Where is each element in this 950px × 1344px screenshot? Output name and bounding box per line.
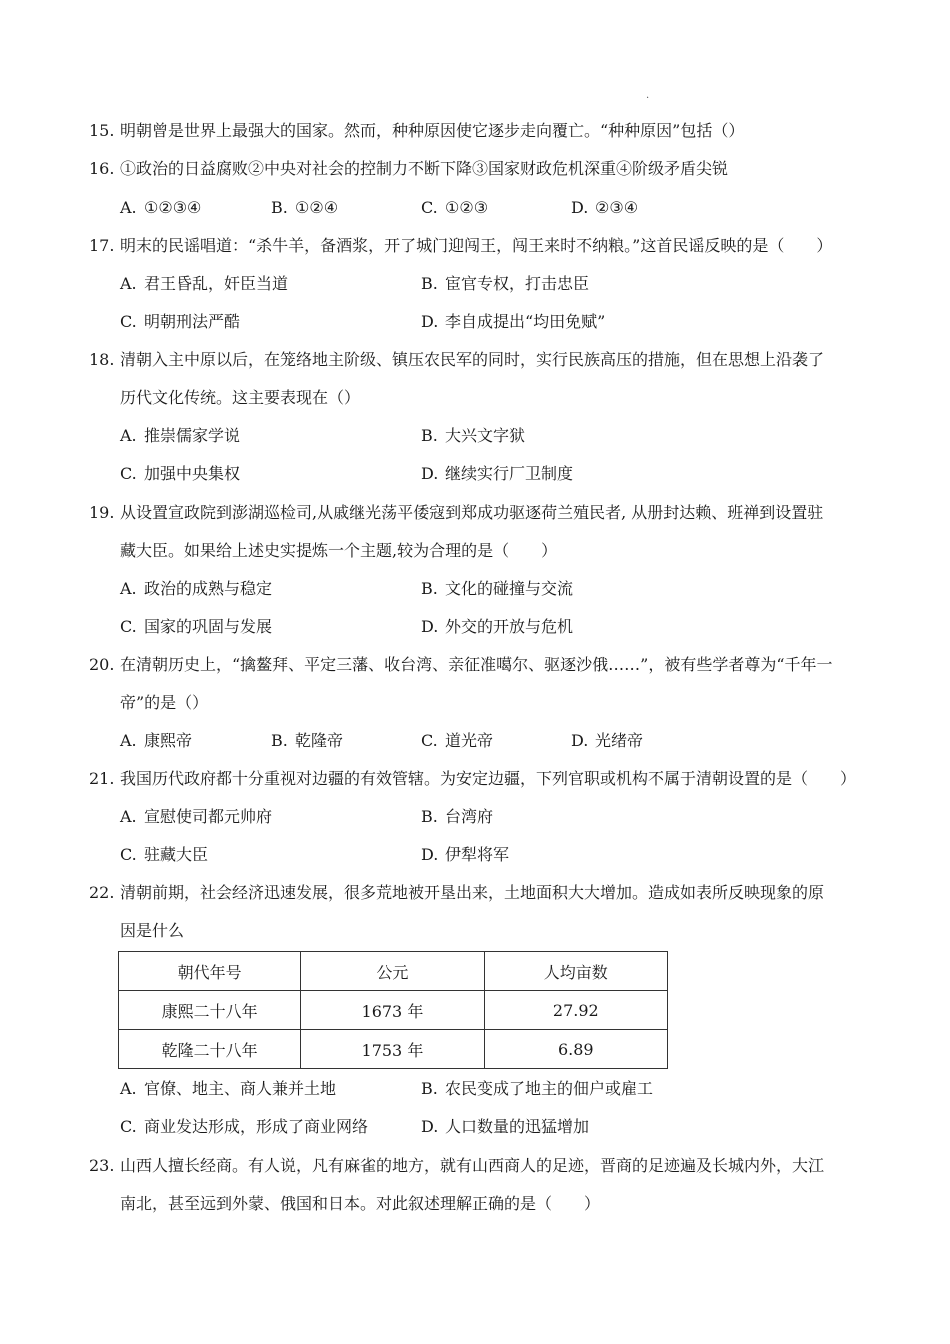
question-text: 藏大臣。如果给上述史实提炼一个主题,较为合理的是（ ） [120, 541, 558, 560]
question-text: 清朝入主中原以后，在笼络地主阶级、镇压农民军的同时，实行民族高压的措施，但在思想上沿袭了 [120, 350, 825, 369]
table-cell: 1673 年 [301, 991, 484, 1030]
table-cell: 康熙二十八年 [119, 991, 301, 1030]
question-number: 19. [89, 503, 115, 522]
option-c[interactable]: C. 国家的巩固与发展 [120, 617, 273, 636]
question-number: 20. [89, 655, 115, 674]
option-c[interactable]: C. 道光帝 [421, 731, 494, 750]
option-b[interactable]: B. 宦官专权，打击忠臣 [421, 274, 590, 293]
option-c[interactable]: C. 加强中央集权 [120, 464, 241, 483]
table-header-cell: 朝代年号 [119, 952, 301, 991]
option-c[interactable]: C. 明朝刑法严酷 [120, 312, 241, 331]
table-header-row [119, 952, 668, 991]
data-table [118, 951, 668, 1069]
option-b[interactable]: B. 大兴文字狱 [421, 426, 526, 445]
option-a[interactable]: A. 官僚、地主、商人兼并土地 [120, 1079, 337, 1098]
question-text: 南北，甚至远到外蒙、俄国和日本。对此叙述理解正确的是（ ） [120, 1194, 601, 1213]
option-d[interactable]: D. 继续实行厂卫制度 [421, 464, 574, 483]
option-b[interactable]: B. 台湾府 [421, 807, 494, 826]
table-header-cell: 人均亩数 [484, 952, 667, 991]
option-d[interactable]: D. 李自成提出“均田免赋” [421, 312, 606, 331]
option-a[interactable]: A. 政治的成熟与稳定 [120, 579, 273, 598]
option-a[interactable]: A. 宣慰使司都元帅府 [120, 807, 273, 826]
option-c[interactable]: C. 商业发达形成，形成了商业网络 [120, 1117, 369, 1136]
question-text: 山西人擅长经商。有人说，凡有麻雀的地方，就有山西商人的足迹，晋商的足迹遍及长城内外，大江 [120, 1156, 825, 1175]
question-text: 帝”的是（） [120, 693, 209, 712]
question-text: 清朝前期，社会经济迅速发展，很多荒地被开垦出来，土地面积大大增加。造成如表所反映现象的原 [120, 883, 825, 902]
option-a[interactable]: A. 推崇儒家学说 [120, 426, 241, 445]
option-c[interactable]: C. ①②③ [421, 198, 489, 217]
question-number: 22. [89, 883, 115, 902]
table-cell: 6.89 [484, 1030, 667, 1069]
page-dot: . [646, 90, 650, 101]
table-row [119, 1030, 668, 1069]
option-a[interactable]: A. ①②③④ [120, 198, 202, 217]
question-text: 在清朝历史上，“擒鳌拜、平定三藩、收台湾、亲征准噶尔、驱逐沙俄……”，被有些学者尊为“千年一 [120, 655, 833, 674]
question-text: 从设置宣政院到澎湖巡检司,从戚继光荡平倭寇到郑成功驱逐荷兰殖民者, 从册封达赖、班禅到设置驻 [120, 503, 824, 522]
option-d[interactable]: D. 人口数量的迅猛增加 [421, 1117, 590, 1136]
option-b[interactable]: B. 文化的碰撞与交流 [421, 579, 574, 598]
question-text: 明末的民谣唱道：“杀牛羊，备酒浆，开了城门迎闯王，闯王来时不纳粮。”这首民谣反映的是（ ） [120, 236, 833, 255]
option-d[interactable]: D. 外交的开放与危机 [421, 617, 574, 636]
table-row [119, 991, 668, 1030]
option-d[interactable]: D. ②③④ [571, 198, 639, 217]
question-number: 23. [89, 1156, 115, 1175]
option-b[interactable]: B. 农民变成了地主的佃户或雇工 [421, 1079, 654, 1098]
question-text: ①政治的日益腐败②中央对社会的控制力不断下降③国家财政危机深重④阶级矛盾尖锐 [120, 159, 729, 178]
question-text: 我国历代政府都十分重视对边疆的有效管辖。为安定边疆，下列官职或机构不属于清朝设置的是（ ） [120, 769, 857, 788]
question-text: 因是什么 [120, 921, 185, 940]
question-text: 历代文化传统。这主要表现在（） [120, 388, 361, 407]
option-d[interactable]: D. 伊犁将军 [421, 845, 510, 864]
option-a[interactable]: A. 康熙帝 [120, 731, 193, 750]
question-number: 15. [89, 121, 115, 140]
table-cell: 27.92 [484, 991, 667, 1030]
question-number: 16. [89, 159, 115, 178]
question-text: 明朝曾是世界上最强大的国家。然而，种种原因使它逐步走向覆亡。“种种原因”包括（） [120, 121, 745, 140]
option-a[interactable]: A. 君王昏乱，奸臣当道 [120, 274, 289, 293]
option-c[interactable]: C. 驻藏大臣 [120, 845, 209, 864]
table-cell: 乾隆二十八年 [119, 1030, 301, 1069]
option-b[interactable]: B. ①②④ [271, 198, 339, 217]
question-number: 18. [89, 350, 115, 369]
question-number: 17. [89, 236, 115, 255]
table-header-cell: 公元 [301, 952, 484, 991]
option-b[interactable]: B. 乾隆帝 [271, 731, 344, 750]
question-number: 21. [89, 769, 115, 788]
option-d[interactable]: D. 光绪帝 [571, 731, 644, 750]
table-cell: 1753 年 [301, 1030, 484, 1069]
